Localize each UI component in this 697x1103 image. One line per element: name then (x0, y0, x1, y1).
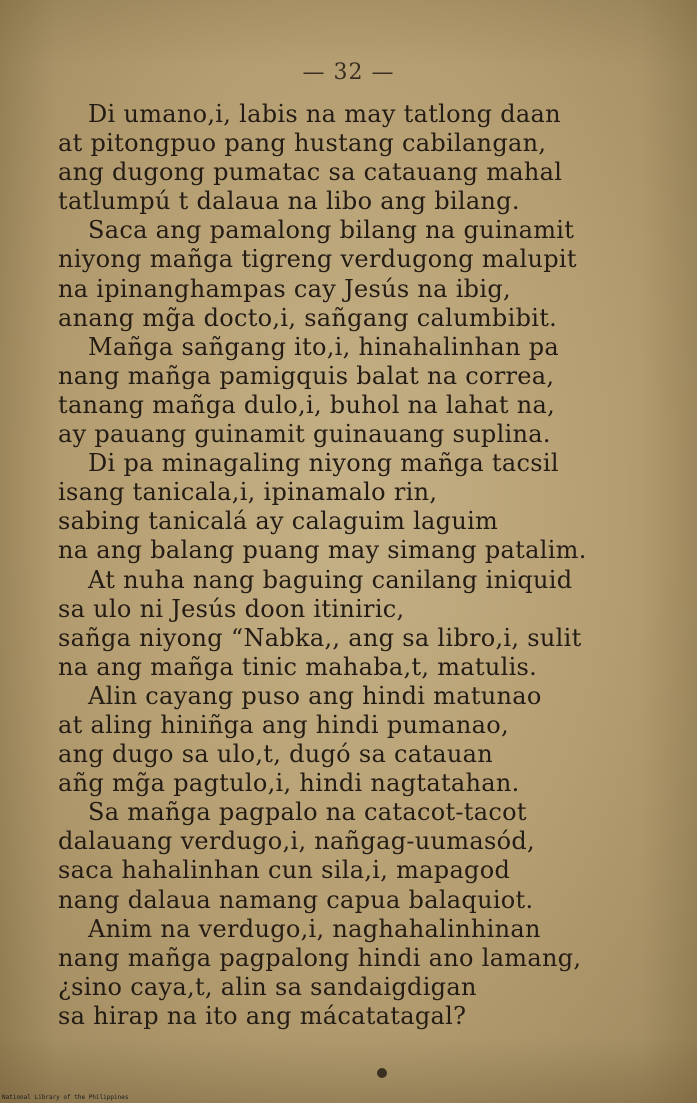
stanza (58, 798, 658, 914)
stanza (58, 216, 658, 332)
stanza (58, 682, 658, 798)
poem-line: ¿sino caya,t, alin sa sandaigdigan (58, 972, 477, 1001)
poem-line: at pitongpuo pang hustang cabilangan, (58, 129, 547, 158)
poem-line: nang dalaua namang capua balaquiot. (58, 885, 534, 914)
poem-line: Mañga sañgang ito,i, hinahalinhan pa (88, 332, 559, 361)
poem-line: tanang mañga dulo,i, buhol na lahat na, (58, 390, 556, 419)
poem-line: isang tanicala,i, ipinamalo rin, (58, 478, 438, 507)
stanza (58, 333, 658, 449)
poem-line: ang dugo sa ulo,t, dugó sa catauan (58, 740, 494, 769)
stanza (58, 449, 658, 565)
poem-line: ang dugong pumatac sa catauang mahal (58, 158, 563, 187)
stanza (58, 915, 658, 1031)
page-number: — 32 — (302, 60, 395, 85)
poem-line: Alin cayang puso ang hindi matunao (88, 681, 542, 710)
poem-line: sañga niyong “Nabka,, ang sa libro,i, sulit (58, 623, 582, 652)
library-credit: National Library of the Philippines (2, 1094, 129, 1101)
poem-line: añg mg̃a pagtulo,i, hindi nagtatahan. (58, 769, 520, 798)
stanza (58, 100, 658, 216)
poem-line: Sa mañga pagpalo na catacot-tacot (88, 798, 527, 827)
poem-line: sa ulo ni Jesús doon itiniric, (58, 594, 405, 623)
poem-line: nang mañga pamigquis balat na correa, (58, 361, 555, 390)
poem-line: ay pauang guinamit guinauang suplina. (58, 420, 551, 449)
poem-line: anang mg̃a docto,i, sañgang calumbibit. (58, 303, 558, 332)
poem-line: saca hahalinhan cun sila,i, mapagod (58, 856, 511, 885)
stanza (58, 566, 658, 682)
poem-line: at aling hiniñga ang hindi pumanao, (58, 710, 509, 739)
poem-line: na ang mañga tinic mahaba,t, matulis. (58, 652, 538, 681)
poem-line: tatlumpú t dalaua na libo ang bilang. (58, 187, 520, 216)
poem-line: na ipinanghampas cay Jesús na ibig, (58, 274, 511, 303)
poem-line: nang mañga pagpalong hindi ano lamang, (58, 943, 582, 972)
poem-line: niyong mañga tigreng verdugong malupit (58, 245, 577, 274)
poem-line: sa hirap na ito ang mácatatagal? (58, 1001, 467, 1030)
poem-line: na ang balang puang may simang patalim. (58, 536, 587, 565)
poem-line: Di umano,i, labis na may tatlong daan (88, 100, 561, 128)
poem-line: dalauang verdugo,i, nañgag-uumasód, (58, 827, 535, 856)
poem-line: At nuha nang baguing canilang iniquid (88, 565, 573, 594)
poem-line: Saca ang pamalong bilang na guinamit (88, 216, 575, 245)
poem-line: sabing tanicalá ay calaguim laguim (58, 507, 499, 536)
poem-line: Di pa minagaling niyong mañga tacsil (88, 449, 559, 478)
poem-line: Anim na verdugo,i, naghahalinhinan (88, 914, 541, 943)
printer-dot-ornament (377, 1068, 387, 1078)
poem-body (58, 100, 658, 1031)
